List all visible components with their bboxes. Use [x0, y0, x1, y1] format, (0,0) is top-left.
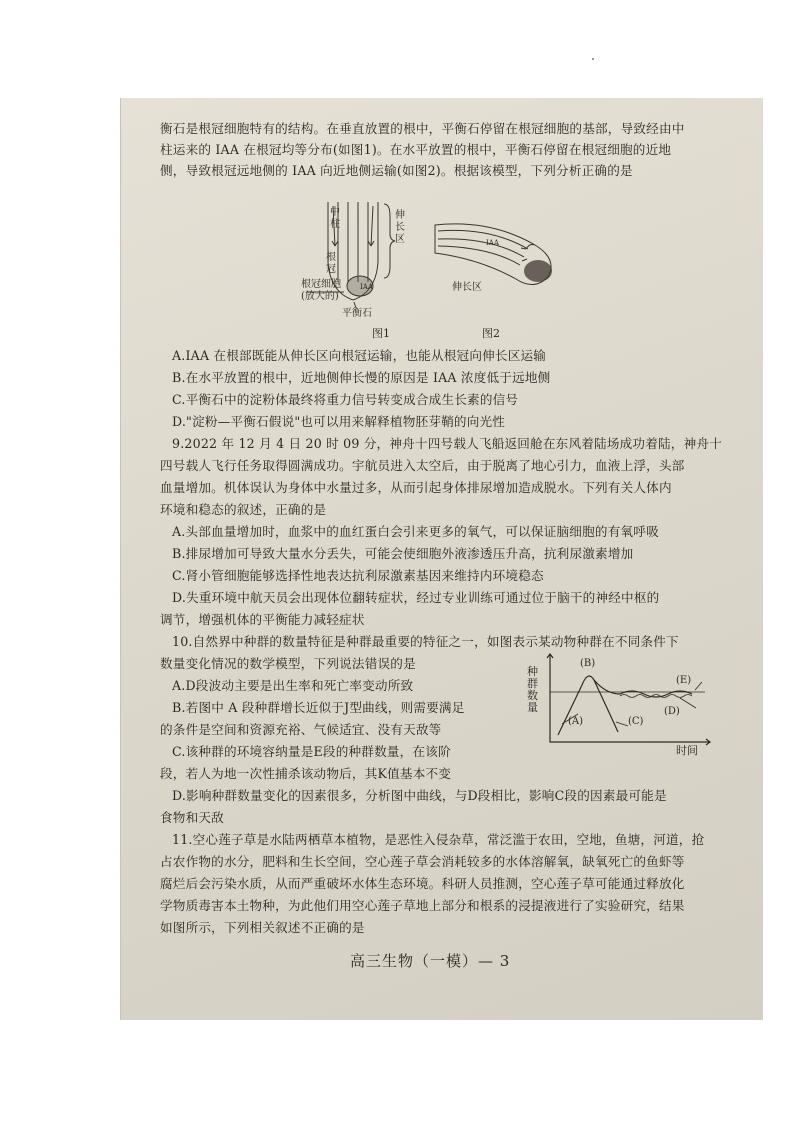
graph-axes [550, 654, 710, 742]
scan-speck [592, 58, 594, 60]
fig1-label-chang: 长 [395, 222, 405, 233]
q11-stem-line-4: 学物质毒害本土物种，为此他们用空心莲子草地上部分和根系的浸提液进行了实验研究，结果 [160, 898, 685, 913]
fig1-label-qu: 区 [395, 234, 405, 245]
fig1-label-gen: 根 [326, 252, 336, 263]
graph-label-a: (A) [568, 716, 584, 727]
figure2-horizontal-root-diagram [430, 215, 565, 295]
q9-option-c: C.肾小管细胞能够选择性地表达抗利尿激素基因来维持内环境稳态 [172, 568, 544, 583]
q11-stem-line-1: 11.空心莲子草是水陆两栖草本植物，是恶性入侵杂草，常泛滥于农田，空地，鱼塘，河道，抢 [172, 832, 705, 847]
intro-line-2: 柱运来的 IAA 在根冠均等分布(如图1)。在水平放置的根中，平衡石停留在根冠细胞的近地 [160, 142, 672, 157]
q8-option-a: A.IAA 在根部既能从伸长区向根冠运输，也能从根冠向伸长区运输 [172, 348, 547, 363]
q10-stem-line-2: 数量变化情况的数学模型，下列说法错误的是 [160, 656, 416, 671]
q10-option-d-continued: 食物和天敌 [160, 810, 224, 825]
curve-ab-c [558, 676, 618, 735]
graph-label-d: (D) [664, 706, 680, 717]
q11-stem-line-2: 占农作物的水分，肥料和生长空间，空心莲子草会消耗较多的水体溶解氧，缺氧死亡的鱼虾等 [160, 854, 685, 869]
q11-stem-line-3: 腐烂后会污染水质，从而严重破坏水体生态环境。科研人员推测，空心莲子草可能通过释放化 [160, 876, 685, 891]
graph-ylabel-1: 种 [527, 665, 538, 678]
q8-option-c: C.平衡石中的淀粉体最终将重力信号转变成合成生长素的信号 [172, 392, 519, 407]
q9-option-d-continued: 调节，增强机体的平衡能力减轻症状 [160, 612, 365, 627]
q10-option-b-continued: 的条件是空间和资源充裕、气候适宜、没有天敌等 [160, 722, 442, 737]
q10-option-c: C.该种群的环境容纳量是E段的种群数量，在该阶 [172, 744, 451, 759]
graph-ylabel-4: 量 [527, 701, 538, 714]
graph-ylabel-2: 群 [527, 677, 538, 690]
q9-stem-line-2: 四号载人飞行任务取得圆满成功。宇航员进入太空后，由于脱离了地心引力，血液上浮，头部 [160, 458, 685, 473]
fig2-label-iaa: IAA [486, 239, 499, 247]
fig1-label-cell: 根冠细胞 [301, 279, 341, 290]
figure1-caption: 图1 [372, 327, 390, 340]
fig1-label-guan: 冠 [326, 264, 336, 275]
fig1-label-statolith: 平衡石 [342, 308, 372, 319]
fig1-label-zhu: 柱 [330, 219, 340, 230]
q11-stem-line-5: 如图所示，下列相关叙述不正确的是 [160, 920, 365, 935]
graph-label-e: (E) [676, 675, 692, 686]
q8-option-b: B.在水平放置的根中，近地侧伸长慢的原因是 IAA 浓度低于远地侧 [172, 370, 551, 385]
graph-xlabel: 时间 [676, 744, 698, 757]
q9-stem-line-1: 9.2022 年 12 月 4 日 20 时 09 分，神舟十四号载人飞船返回舱在东风着陆场成功着陆，神舟十 [172, 436, 722, 451]
q9-stem-line-3: 血量增加。机体误认为身体中水量过多，从而引起身体排尿增加造成脱水。下列有关人体内 [160, 480, 672, 495]
q8-option-d: D."淀粉—平衡石假说"也可以用来解释植物胚芽鞘的向光性 [172, 414, 506, 429]
q9-option-a: A.头部血量增加时，血浆中的血红蛋白会引来更多的氧气，可以保证脑细胞的有氧呼吸 [172, 524, 659, 539]
intro-line-1: 衡石是根冠细胞特有的结构。在垂直放置的根中，平衡石停留在根冠细胞的基部，导致经由中 [160, 121, 685, 136]
q9-option-d: D.失重环境中航天员会出现体位翻转症状，经过专业训练可通过位于脑干的神经中枢的 [172, 590, 660, 605]
graph-label-c: (C) [628, 716, 644, 727]
q9-option-b: B.排尿增加可导致大量水分丢失，可能会使细胞外液渗透压升高，抗利尿激素增加 [172, 546, 634, 561]
page-footer: 高三生物（一模）— 3 [350, 952, 511, 970]
intro-line-3: 侧，导致根冠远地侧的 IAA 向近地侧运输(如图2)。根据该模型，下列分析正确的是 [160, 163, 633, 178]
q10-option-c-continued: 段，若人为地一次性捕杀该动物后，其K值基本不变 [160, 766, 452, 781]
figure2-caption: 图2 [482, 327, 500, 340]
q10-stem-line-1: 10.自然界中种群的数量特征是种群最重要的特征之一，如图表示某动物种群在不同条件下 [172, 634, 679, 649]
q10-option-b: B.若图中 A 段种群增长近似于J型曲线，则需要满足 [172, 700, 465, 715]
q9-stem-line-4: 环境和稳态的叙述，正确的是 [160, 502, 327, 517]
fig2-label-elongation-zone: 伸长区 [452, 282, 482, 293]
graph-ylabel-3: 数 [527, 689, 538, 702]
fig1-label-zhong: 中 [330, 207, 340, 218]
q10-option-d: D.影响种群数量变化的因素很多，分析图中曲线，与D段相比，影响C段的因素最可能是 [172, 788, 667, 803]
fig1-label-shen: 伸 [395, 210, 405, 221]
graph-label-b: (B) [580, 658, 596, 669]
q10-option-a: A.D段波动主要是出生率和死亡率变动所致 [172, 678, 414, 693]
fig1-label-iaa: IAA [360, 283, 373, 291]
fig1-label-cell-enlarged: (放大的) [301, 291, 339, 302]
